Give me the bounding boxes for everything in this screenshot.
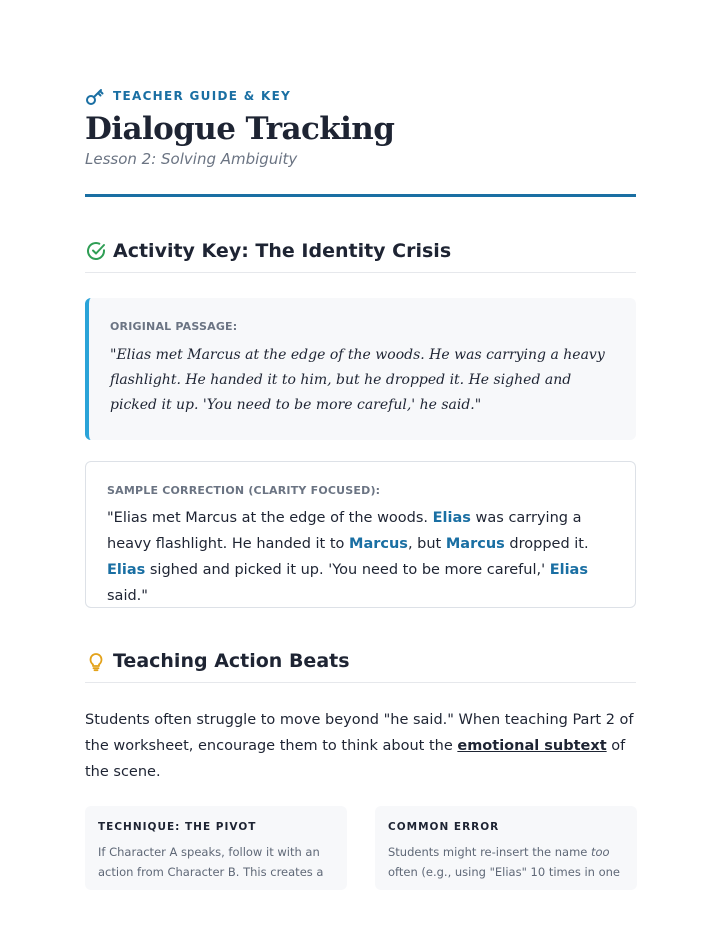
kicker-label: TEACHER GUIDE & KEY <box>113 89 292 103</box>
original-passage-label: ORIGINAL PASSAGE: <box>110 320 238 333</box>
common-error-body-text: Students might re-insert the name <box>388 845 592 859</box>
lightbulb-icon <box>85 650 107 672</box>
common-error-title: COMMON ERROR <box>388 821 500 833</box>
original-passage-box <box>85 298 636 440</box>
intro-text-end: of the scene. <box>85 738 626 780</box>
key-icon <box>85 86 105 106</box>
technique-card-body <box>98 842 334 882</box>
common-error-body <box>388 842 624 882</box>
sample-correction-box <box>85 461 636 608</box>
sample-correction-text <box>107 505 615 609</box>
common-error-body-text-end: often (e.g., using "Elias" 10 times in one <box>388 865 620 879</box>
activity-key-heading <box>85 240 636 273</box>
technique-pivot-card <box>85 806 347 890</box>
page-title: Dialogue Tracking <box>85 111 395 147</box>
highlighted-character-name: Marcus <box>349 536 408 552</box>
emotional-subtext-emphasis: emotional subtext <box>457 738 607 754</box>
action-beats-heading <box>85 650 636 683</box>
highlighted-character-name: Elias <box>549 562 588 578</box>
correction-text-segment: said." <box>107 588 148 604</box>
title-divider <box>85 194 636 197</box>
common-error-card <box>375 806 637 890</box>
highlighted-character-name: Elias <box>432 510 471 526</box>
correction-text-segment: "Elias met Marcus at the edge of the woods. <box>107 510 433 526</box>
correction-text-segment: , but <box>407 536 446 552</box>
check-circle-icon <box>85 240 107 262</box>
technique-card-title: TECHNIQUE: THE PIVOT <box>98 821 257 833</box>
action-beats-intro <box>85 707 636 785</box>
page-subtitle: Lesson 2: Solving Ambiguity <box>85 150 298 168</box>
highlighted-character-name: Marcus <box>445 536 505 552</box>
original-passage-text: "Elias met Marcus at the edge of the woods. He was carrying a heavy flashlight. He handed it to him, but he dropped it. He sighed and picked it up. 'You need to be more careful,' he said." <box>110 347 605 413</box>
activity-key-title: Activity Key: The Identity Crisis <box>113 240 452 262</box>
highlighted-character-name: Elias <box>107 562 146 578</box>
sample-correction-label: SAMPLE CORRECTION (CLARITY FOCUSED): <box>107 484 381 497</box>
correction-text-segment: was carrying a heavy flashlight. He handed it to <box>107 510 582 552</box>
guide-kicker <box>85 86 291 106</box>
correction-text-segment: dropped it. <box>504 536 589 552</box>
technique-body-text: If Character A speaks, follow it with an action from Character B. This creates a <box>98 845 324 879</box>
correction-text-segment: sighed and picked it up. 'You need to be more careful,' <box>145 562 550 578</box>
common-error-italic: too <box>591 845 610 859</box>
action-beats-title: Teaching Action Beats <box>113 650 350 672</box>
intro-text-start: Students often struggle to move beyond "he said." When teaching Part 2 of the worksheet, encourage them to think about the <box>85 712 634 754</box>
